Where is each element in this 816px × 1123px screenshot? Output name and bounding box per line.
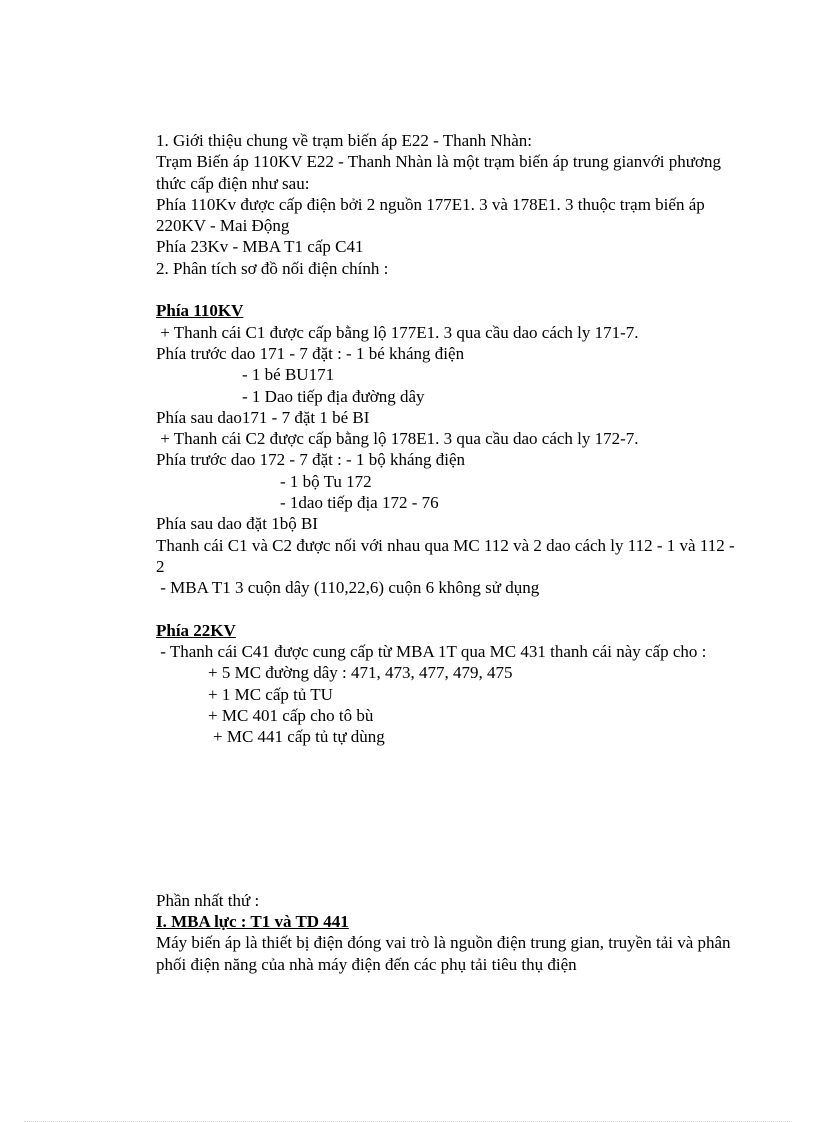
side-22kv-item: + 5 MC đường dây : 471, 473, 477, 479, 475 <box>208 663 513 683</box>
side-110kv-line: + Thanh cái C1 được cấp bằng lộ 177E1. 3 qua cầu dao cách ly 171-7. <box>156 322 639 342</box>
intro-paragraph-1: Trạm Biến áp 110KV E22 - Thanh Nhàn là một trạm biến áp trung gianvới phương thức cấp điện như sau: <box>156 152 721 193</box>
side-110kv-line: Phía sau dao đặt 1bộ BI <box>156 514 318 534</box>
side-110kv-line: Phía trước dao 171 - 7 đặt : - 1 bé kháng điện <box>156 343 465 363</box>
side-110kv-heading: Phía 110KV <box>156 301 244 321</box>
spacer <box>156 279 746 300</box>
side-110kv-line: Phía trước dao 172 - 7 đặt : - 1 bộ kháng điện <box>156 450 466 470</box>
side-110kv-line: - MBA T1 3 cuộn dây (110,22,6) cuộn 6 không sử dụng <box>156 578 540 598</box>
part-heading: I. MBA lực : T1 và TD 441 <box>156 911 349 931</box>
document-body <box>156 130 746 975</box>
intro-heading: 1. Giới thiệu chung về trạm biến áp E22 - Thanh Nhàn: <box>156 131 532 150</box>
side-110kv-line: - 1 bé BU171 <box>242 365 335 385</box>
side-110kv-line: - 1 bộ Tu 172 <box>280 471 372 491</box>
intro-paragraph-2: Phía 110Kv được cấp điện bởi 2 nguồn 177E1. 3 và 178E1. 3 thuộc trạm biến áp 220KV - Mai Động <box>156 194 705 236</box>
page-bottom-divider <box>24 1121 792 1122</box>
side-110kv-line: Phía sau dao171 - 7 đặt 1 bé BI <box>156 407 370 427</box>
side-110kv-line: - 1dao tiếp địa 172 - 76 <box>280 493 439 513</box>
intro-paragraph-3: Phía 23Kv - MBA T1 cấp C41 <box>156 237 364 257</box>
side-22kv-item: + 1 MC cấp tủ TU <box>208 684 333 704</box>
side-22kv-item: + MC 441 cấp tủ tự dùng <box>213 727 385 747</box>
side-110kv-line: Thanh cái C1 và C2 được nối với nhau qua MC 112 và 2 dao cách ly 112 - 1 và 112 - 2 <box>156 535 735 576</box>
side-22kv-heading: Phía 22KV <box>156 620 236 640</box>
spacer <box>156 599 746 620</box>
section-2-heading: 2. Phân tích sơ đồ nối điện chính : <box>156 258 389 278</box>
side-110kv-line: + Thanh cái C2 được cấp bằng lộ 178E1. 3 qua cầu dao cách ly 172-7. <box>156 429 639 449</box>
side-22kv-item: + MC 401 cấp cho tô bù <box>208 706 374 726</box>
spacer <box>156 748 746 890</box>
part-label: Phần nhất thứ : <box>156 890 260 910</box>
side-110kv-line: - 1 Dao tiếp địa đường dây <box>242 386 425 406</box>
side-22kv-intro: - Thanh cái C41 được cung cấp từ MBA 1T qua MC 431 thanh cái này cấp cho : <box>156 642 707 662</box>
part-body: Máy biến áp là thiết bị điện đóng vai trò là nguồn điện trung gian, truyền tải và phân phối điện năng của nhà máy điện đến các phụ tải tiêu thụ điện <box>156 933 731 974</box>
